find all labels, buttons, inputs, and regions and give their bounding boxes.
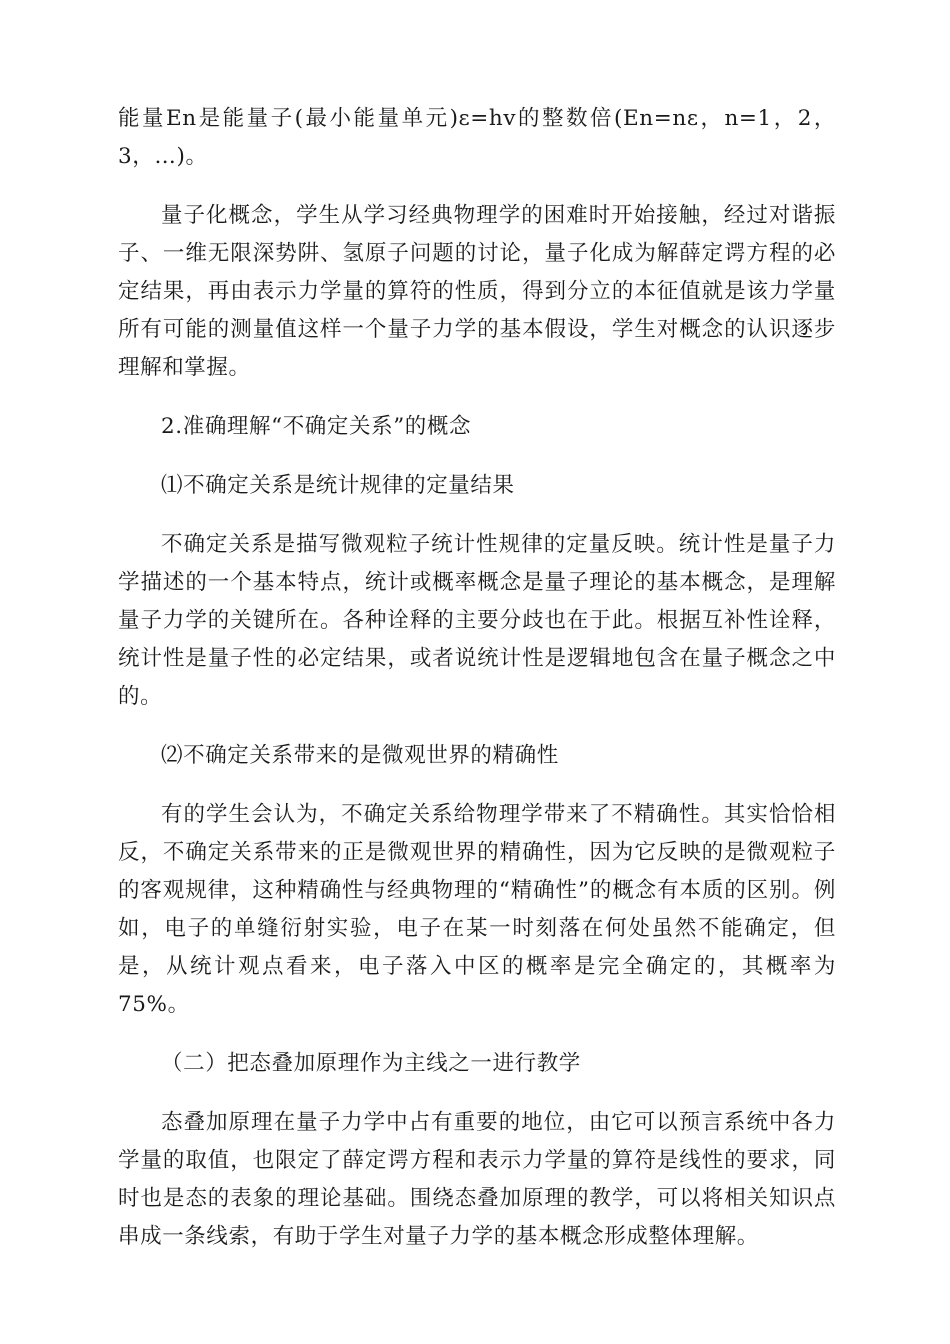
section-heading-superposition: （二）把态叠加原理作为主线之一进行教学: [161, 1051, 581, 1076]
section-heading-uncertainty: 2.准确理解“不确定关系”的概念: [161, 414, 472, 439]
paragraph-precision-example: 有的学生会认为，不确定关系给物理学带来了不精确性。其实恰恰相反，不确定关系带来的正是微观世界的精确性，因为它反映的是微观粒子的客观规律，这种精确性与经典物理的“精确性”的概念有本质的区别。例如，电子的单缝衍射实验，电子在某一时刻落在何处虽然不能确定，但是，从统计观点看来，电子落入中区的概率是完全确定的，其概率为75%。: [118, 802, 836, 1017]
subheading-microscopic-precision: ⑵不确定关系带来的是微观世界的精确性: [161, 743, 559, 768]
paragraph-energy-quantum: 能量En是能量子(最小能量单元)ε=hv的整数倍(En=nε，n=1，2，3，…)。: [118, 106, 836, 169]
subheading-statistical-law: ⑴不确定关系是统计规律的定量结果: [161, 473, 515, 498]
document-body: [118, 100, 836, 1277]
paragraph-quantization-concept: 量子化概念，学生从学习经典物理学的困难时开始接触，经过对谐振子、一维无限深势阱、氢原子问题的讨论，量子化成为解薛定谔方程的必定结果，再由表示力学量的算符的性质，得到分立的本征值就是该力学量所有可能的测量值这样一个量子力学的基本假设，学生对概念的认识逐步理解和掌握。: [118, 203, 836, 380]
paragraph-statistical-nature: 不确定关系是描写微观粒子统计性规律的定量反映。统计性是量子力学描述的一个基本特点，统计或概率概念是量子理论的基本概念，是理解量子力学的关键所在。各种诠释的主要分歧也在于此。根据互补性诠释，统计性是量子性的必定结果，或者说统计性是逻辑地包含在量子概念之中的。: [118, 532, 836, 709]
paragraph-superposition-principle: 态叠加原理在量子力学中占有重要的地位，由它可以预言系统中各力学量的取值，也限定了薛定谔方程和表示力学量的算符是线性的要求，同时也是态的表象的理论基础。围绕态叠加原理的教学，可以将相关知识点串成一条线索，有助于学生对量子力学的基本概念形成整体理解。: [118, 1110, 836, 1249]
